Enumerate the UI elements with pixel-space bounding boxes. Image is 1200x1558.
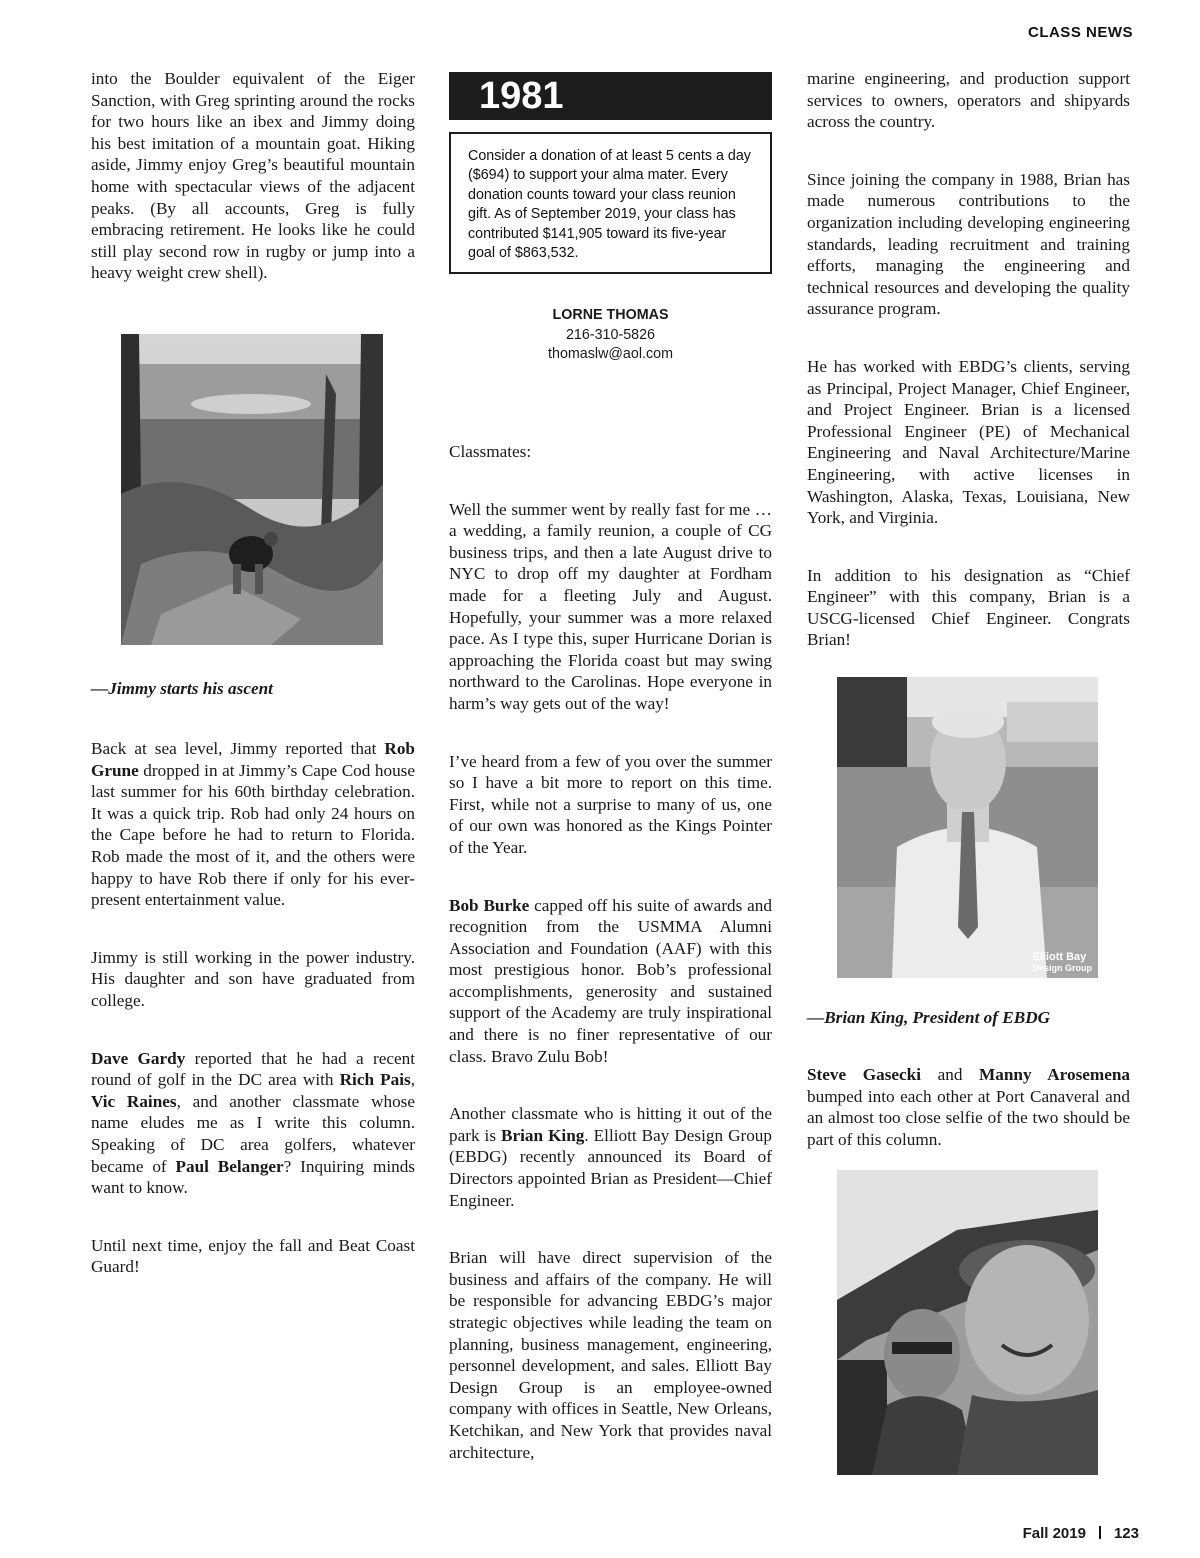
classmate-name: Paul Belanger [175, 1156, 284, 1176]
selfie-photo [837, 1170, 1098, 1475]
column-3-lower [807, 1064, 1130, 1150]
portrait-image [837, 677, 1098, 978]
paragraph: Brian will have direct supervision of the business and affairs of the company. He will be responsible for advancing EBDG’s major strategic objectives while leading the team on planning, business management, engineering, personnel development, and sales. Elliott Bay Design Group is an employee-owned company with offices in Seattle, New Orleans, Ketchikan, and New York that provides naval architecture, [449, 1248, 772, 1462]
company-logo-watermark: Elliott Bay Design Group [1032, 951, 1092, 973]
paragraph: marine engineering, and production support services to owners, operators and shipyards across the country. [807, 69, 1130, 132]
contact-phone: 216-310-5826 [565, 326, 656, 343]
paragraph: I’ve heard from a few of you over the summer so I have a bit more to report on this time. First, while not a surprise to many of us, one of our own was honored as the Kings Pointer of the Year. [449, 751, 772, 857]
footer-divider [1099, 1526, 1101, 1539]
photo-caption: —Jimmy starts his ascent [91, 679, 273, 698]
paragraph: Bob Burke capped off his suite of awards and recognition from the USMMA Alumni Association and Foundation (AAF) with this most prestigious honor. Bob’s professional accomplishments, generosity and sustained support of the Academy are truly inspirational and there is no finer representative of our class. Bravo Zulu Bob! [449, 895, 772, 1066]
classmate-name: Rob Grune [91, 739, 415, 780]
paragraph: In addition to his designation as “Chief Engineer” with this company, Brian is a USCG-licensed Chief Engineer. Congrats Brian! [807, 565, 1130, 650]
page-number: 123 [1113, 1525, 1139, 1542]
contact-name: LORNE THOMAS [552, 307, 669, 323]
photo-caption: —Brian King, President of EBDG [807, 1008, 1051, 1027]
classmate-name: Manny Arosemena [979, 1065, 1130, 1084]
column-2 [449, 441, 772, 1463]
issue-label: Fall 2019 [1022, 1525, 1086, 1542]
classmate-name: Dave Gardy [91, 1048, 186, 1068]
paragraph: Steve Gasecki and Manny Arosemena bumped into each other at Port Canaveral and an almost too close selfie of the two should be part of this column. [807, 1065, 1130, 1149]
classmate-name: Vic Raines [91, 1091, 177, 1111]
mountain-hike-image [121, 334, 383, 645]
classmate-name: Rich Pais [339, 1070, 411, 1090]
section-label: CLASS NEWS [1027, 24, 1133, 41]
paragraph: Another classmate who is hitting it out of the park is Brian King. Elliott Bay Design Group (EBDG) recently announced its Board of Directors appointed Brian as President—Chief Engineer. [449, 1104, 772, 1210]
class-year-banner: 1981 [449, 72, 772, 120]
greeting: Classmates: [449, 442, 532, 461]
paragraph: Jimmy is still working in the power industry. His daughter and son have graduated from college. [91, 947, 415, 1010]
paragraph: into the Boulder equivalent of the Eiger Sanction, with Greg sprinting around the rocks for two hours like an ibex and Jimmy doing his best imitation of a mountain goat. Hiking aside, Jimmy enjoy Greg’s beautiful mountain home with spectacular views of the adjacent peaks. (By all accounts, Greg is fully embracing retirement. He looks like he could still play second row in rugby or jump into a heavy weight crew shell). [91, 69, 415, 283]
paragraph: Dave Gardy reported that he had a recent round of golf in the DC area with Rich Pais, Vic Raines, and another classmate whose name eludes me as I write this column. Speaking of DC area golfers, whatever became of Paul Belanger? Inquiring minds want to know. [91, 1048, 415, 1198]
selfie-image [837, 1170, 1098, 1475]
paragraph: Well the summer went by really fast for me … a wedding, a family reunion, a couple of CG business trips, and then a late August drive to NYC to drop off my daughter at Fordham made for a fleeting July and August. Hopefully, your summer was a more relaxed pace. As I type this, super Hurricane Dorian is approaching the Florida coast but may swing northward to the Carolinas. Hope everyone in harm’s way gets out of the way! [449, 499, 772, 713]
contact-email[interactable]: thomaslw@aol.com [548, 346, 673, 363]
column-3 [807, 68, 1130, 651]
hiking-photo [121, 334, 383, 645]
donation-box: Consider a donation of at least 5 cents a day ($694) to support your alma mater. Every donation counts toward your class reunion gift. As of September 2019, your class has contributed $141,905 toward its five-year goal of $863,532. [449, 132, 772, 274]
paragraph: He has worked with EBDG’s clients, serving as Principal, Project Manager, Chief Engineer, and Project Engineer. Brian is a licensed Professional Engineer (PE) of Mechanical Engineering and Naval Architecture/Marine Engineering, with active licenses in Washington, Alaska, Texas, Louisiana, New York, and Virginia. [807, 356, 1130, 528]
classmate-name: Bob Burke [449, 895, 530, 915]
column-1-lower [91, 738, 415, 1278]
classmate-name: Brian King [501, 1125, 585, 1145]
paragraph: Until next time, enjoy the fall and Beat Coast Guard! [91, 1235, 415, 1277]
brian-king-photo [837, 677, 1098, 978]
column-1 [91, 68, 415, 284]
classmate-name: Steve Gasecki [807, 1065, 921, 1084]
class-contact [449, 306, 772, 365]
paragraph: Back at sea level, Jimmy reported that Rob Grune dropped in at Jimmy’s Cape Cod house last summer for his 60th birthday celebration. It was a quick trip. Rob had only 24 hours on the Cape before he had to return to Florida. Rob made the most of it, and the others were happy to have Rob there if only for his ever-present entertainment value. [91, 739, 415, 910]
paragraph: Since joining the company in 1988, Brian has made numerous contributions to the organization including developing engineering standards, leading recruitment and training efforts, managing the engineering and technical resources and developing the quality assurance program. [807, 169, 1130, 319]
page-footer [1023, 1525, 1139, 1542]
